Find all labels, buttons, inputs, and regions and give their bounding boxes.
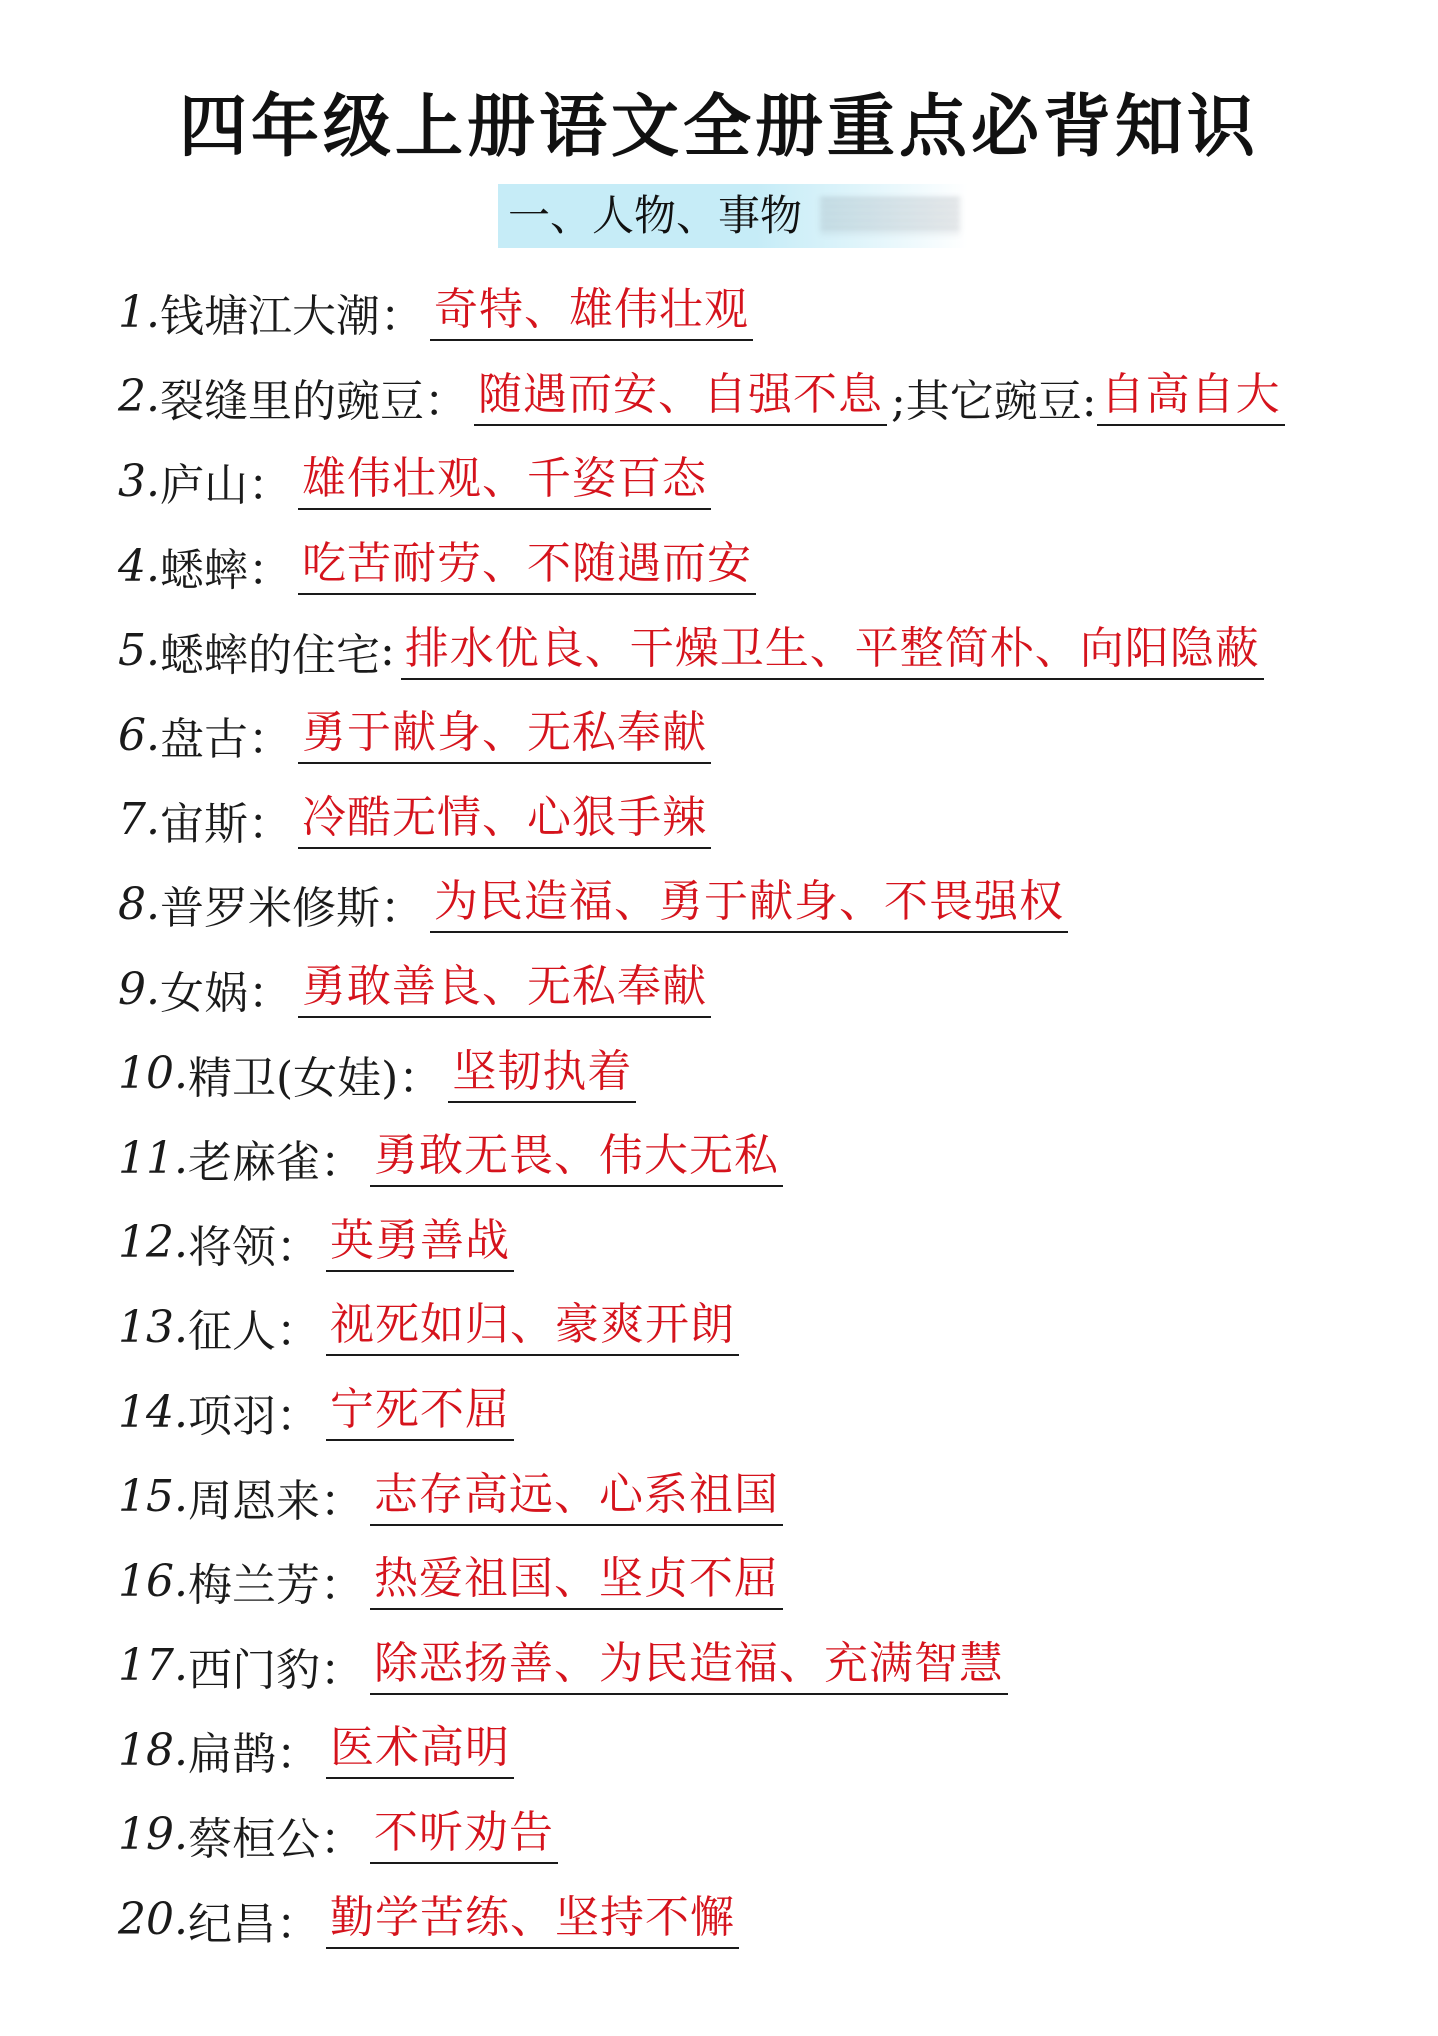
list-item xyxy=(118,1454,1338,1539)
section-label-blur xyxy=(820,198,960,234)
item-number: 1. xyxy=(118,286,160,338)
item-answer: 宁死不屈 xyxy=(326,1383,514,1441)
item-name: 精卫(女娃) xyxy=(187,1052,399,1104)
item-extra-answer: 自高自大 xyxy=(1097,368,1285,426)
item-colon: ： xyxy=(398,1052,443,1104)
item-colon: ： xyxy=(247,798,292,850)
item-name: 扁鹊 xyxy=(187,1729,276,1781)
item-number: 17. xyxy=(118,1640,188,1692)
item-answer: 勇敢善良、无私奉献 xyxy=(298,960,711,1018)
item-colon: ： xyxy=(319,1560,364,1612)
item-number: 3. xyxy=(118,455,160,507)
list-item xyxy=(118,693,1338,778)
item-answer: 英勇善战 xyxy=(326,1214,514,1272)
list-item xyxy=(118,1793,1338,1878)
item-answer: 勇敢无畏、伟大无私 xyxy=(370,1129,783,1187)
item-colon: ： xyxy=(319,1475,364,1527)
item-colon: ： xyxy=(319,1137,364,1189)
item-name: 老麻雀 xyxy=(187,1137,320,1189)
item-answer: 医术高明 xyxy=(326,1721,514,1779)
item-colon: ： xyxy=(319,1644,364,1696)
item-number: 7. xyxy=(118,794,160,846)
item-extra-label: ;其它豌豆: xyxy=(890,375,1097,427)
item-name: 将领 xyxy=(187,1221,276,1273)
list-item xyxy=(118,1201,1338,1286)
item-answer: 热爱祖国、坚贞不屈 xyxy=(370,1552,783,1610)
item-name: 征人 xyxy=(187,1306,276,1358)
item-name: 蟋蟀的住宅 xyxy=(159,629,380,681)
list-item xyxy=(118,524,1338,609)
item-number: 2. xyxy=(118,371,160,423)
item-answer: 随遇而安、自强不息 xyxy=(474,368,887,426)
item-number: 6. xyxy=(118,709,160,761)
list-item xyxy=(118,270,1338,355)
item-colon: ： xyxy=(275,1221,320,1273)
item-answer: 勤学苦练、坚持不懈 xyxy=(326,1891,739,1949)
item-name: 盘古 xyxy=(159,714,248,766)
item-colon: ： xyxy=(275,1729,320,1781)
item-number: 18. xyxy=(118,1724,188,1776)
item-answer: 奇特、雄伟壮观 xyxy=(430,283,753,341)
list-item xyxy=(118,608,1338,693)
item-answer: 不听劝告 xyxy=(370,1806,558,1864)
item-number: 12. xyxy=(118,1217,188,1269)
item-answer: 坚韧执着 xyxy=(448,1045,636,1103)
item-colon: ： xyxy=(319,1813,364,1865)
item-answer: 勇于献身、无私奉献 xyxy=(298,706,711,764)
item-colon: ： xyxy=(275,1391,320,1443)
item-colon: ： xyxy=(247,460,292,512)
item-answer: 视死如归、豪爽开朗 xyxy=(326,1298,739,1356)
item-colon: ： xyxy=(247,545,292,597)
list-item xyxy=(118,1877,1338,1962)
item-colon: ： xyxy=(379,883,424,935)
item-colon: ： xyxy=(423,375,468,427)
item-name: 普罗米修斯 xyxy=(159,883,380,935)
item-name: 纪昌 xyxy=(187,1898,276,1950)
list-item xyxy=(118,1370,1338,1455)
item-answer: 吃苦耐劳、不随遇而安 xyxy=(298,537,756,595)
item-number: 5. xyxy=(118,625,160,677)
item-number: 13. xyxy=(118,1301,188,1353)
item-name: 女娲 xyxy=(159,968,248,1020)
item-name: 庐山 xyxy=(159,460,248,512)
item-answer: 冷酷无情、心狠手辣 xyxy=(298,791,711,849)
list-item xyxy=(118,439,1338,524)
item-name: 蟋蟀 xyxy=(159,545,248,597)
item-number: 15. xyxy=(118,1471,188,1523)
section-header xyxy=(498,184,968,248)
item-colon: ： xyxy=(275,1898,320,1950)
item-answer: 除恶扬善、为民造福、充满智慧 xyxy=(370,1637,1008,1695)
item-name: 项羽 xyxy=(187,1391,276,1443)
item-colon: : xyxy=(379,625,395,677)
item-number: 20. xyxy=(118,1894,188,1946)
item-number: 11. xyxy=(118,1132,188,1184)
item-answer: 雄伟壮观、千姿百态 xyxy=(298,452,711,510)
item-answer: 排水优良、干燥卫生、平整简朴、向阳隐蔽 xyxy=(401,622,1264,680)
item-number: 4. xyxy=(118,540,160,592)
item-name: 蔡桓公 xyxy=(187,1813,320,1865)
list-item xyxy=(118,1624,1338,1709)
knowledge-list xyxy=(118,270,1338,1962)
item-colon: ： xyxy=(247,968,292,1020)
item-answer: 为民造福、勇于献身、不畏强权 xyxy=(430,875,1068,933)
item-colon: ： xyxy=(379,291,424,343)
list-item xyxy=(118,947,1338,1032)
item-name: 周恩来 xyxy=(187,1475,320,1527)
item-number: 19. xyxy=(118,1809,188,1861)
item-number: 10. xyxy=(118,1048,188,1100)
item-name: 钱塘江大潮 xyxy=(159,291,380,343)
item-number: 8. xyxy=(118,878,160,930)
list-item xyxy=(118,355,1338,440)
item-colon: ： xyxy=(247,714,292,766)
section-label: 一、人物、事物 xyxy=(508,191,803,240)
list-item xyxy=(118,1031,1338,1116)
list-item xyxy=(118,862,1338,947)
item-name: 梅兰芳 xyxy=(187,1560,320,1612)
item-name: 西门豹 xyxy=(187,1644,320,1696)
item-name: 宙斯 xyxy=(159,798,248,850)
list-item xyxy=(118,1116,1338,1201)
list-item xyxy=(118,1539,1338,1624)
item-colon: ： xyxy=(275,1306,320,1358)
item-name: 裂缝里的豌豆 xyxy=(159,375,424,427)
item-number: 16. xyxy=(118,1555,188,1607)
page-title: 四年级上册语文全册重点必背知识 xyxy=(178,88,1259,167)
item-number: 9. xyxy=(118,963,160,1015)
item-answer: 志存高远、心系祖国 xyxy=(370,1468,783,1526)
list-item xyxy=(118,778,1338,863)
list-item xyxy=(118,1708,1338,1793)
item-number: 14. xyxy=(118,1386,188,1438)
list-item xyxy=(118,1285,1338,1370)
